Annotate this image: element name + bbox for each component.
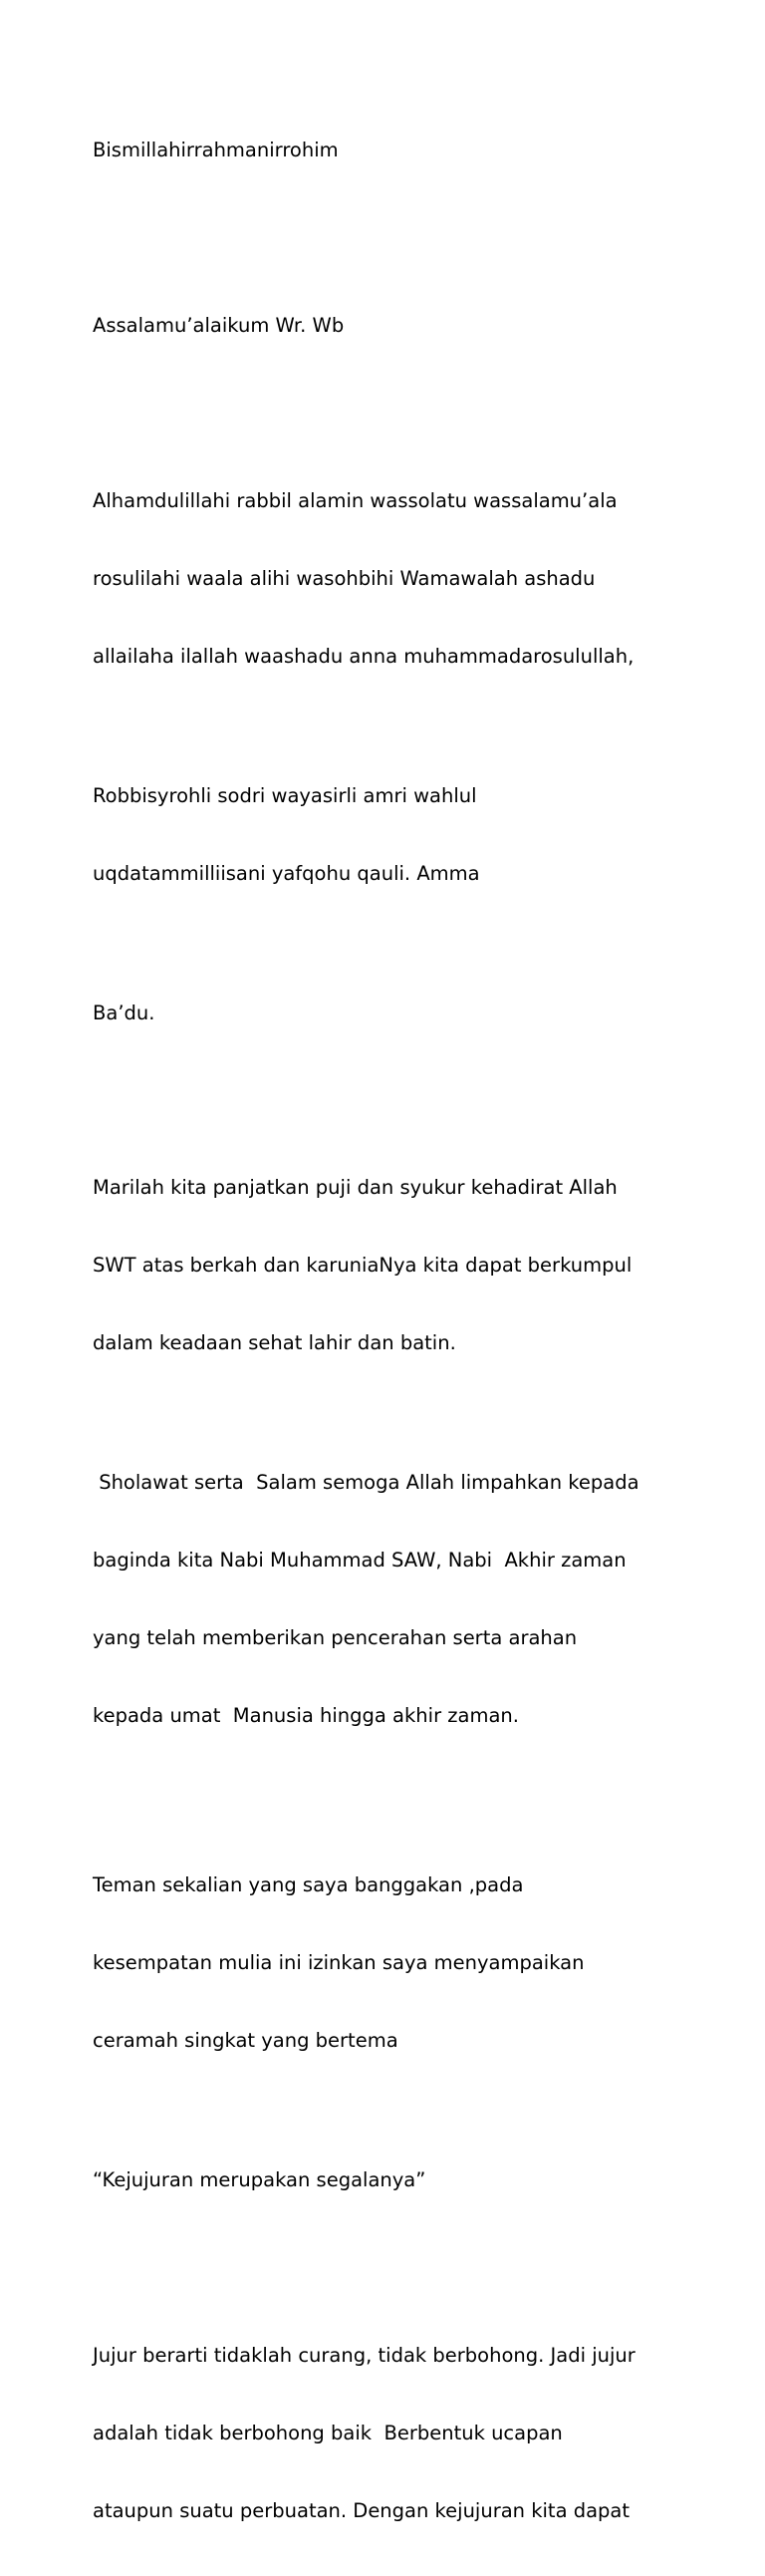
text-line: kesempatan mulia ini izinkan saya menyampaikan — [93, 1951, 585, 1974]
text-line: kepada umat Manusia hingga akhir zaman. — [93, 1704, 519, 1727]
text-line: “Kejujuran merupakan segalanya” — [93, 2168, 426, 2191]
text-line: ataupun suatu perbuatan. Dengan kejujuran kita dapat — [93, 2499, 631, 2522]
text-line: Alhamdulillahi rabbil alamin wassolatu wassalamu’ala — [93, 489, 618, 512]
paragraph-jujur — [93, 2291, 690, 2576]
paragraph-hamdalah — [93, 436, 690, 721]
text-line: Jujur berarti tidaklah curang, tidak berbohong. Jadi jujur — [93, 2344, 636, 2367]
paragraph-badu — [93, 949, 690, 1078]
text-line: ceramah singkat yang bertema — [93, 2029, 398, 2052]
text-line: Ba’du. — [93, 1002, 155, 1024]
paragraph-teman — [93, 1821, 690, 2106]
paragraph-tema — [93, 2116, 690, 2245]
text-line: rosulilahi waala alihi wasohbihi Wamawalah ashadu — [93, 567, 596, 590]
text-line: Teman sekalian yang saya banggakan ,pada — [93, 1873, 524, 1896]
text-line: allailaha ilallah waashadu anna muhammadarosulullah, — [93, 645, 635, 668]
text-line: uqdatammilliisani yafqohu qauli. Amma — [93, 862, 480, 885]
text-line: Bismillahirrahmanirrohim — [93, 139, 339, 161]
text-line: yang telah memberikan pencerahan serta arahan — [93, 1626, 578, 1649]
paragraph-bismillah — [93, 86, 690, 215]
paragraph-doa — [93, 731, 690, 939]
paragraph-salam — [93, 261, 690, 391]
document-body — [93, 86, 690, 2576]
text-line: Sholawat serta Salam semoga Allah limpahkan kepada — [93, 1471, 639, 1494]
text-line: baginda kita Nabi Muhammad SAW, Nabi Akhir zaman — [93, 1549, 627, 1572]
text-line: Assalamu’alaikum Wr. Wb — [93, 314, 345, 337]
text-line: Robbisyrohli sodri wayasirli amri wahlul — [93, 784, 477, 807]
text-line: adalah tidak berbohong baik Berbentuk ucapan — [93, 2422, 563, 2444]
text-line: Marilah kita panjatkan puji dan syukur kehadirat Allah — [93, 1176, 618, 1199]
text-line: SWT atas berkah dan karuniaNya kita dapat berkumpul — [93, 1254, 633, 1277]
paragraph-sholawat — [93, 1418, 690, 1781]
paragraph-syukur — [93, 1123, 690, 1408]
text-line: dalam keadaan sehat lahir dan batin. — [93, 1331, 456, 1354]
